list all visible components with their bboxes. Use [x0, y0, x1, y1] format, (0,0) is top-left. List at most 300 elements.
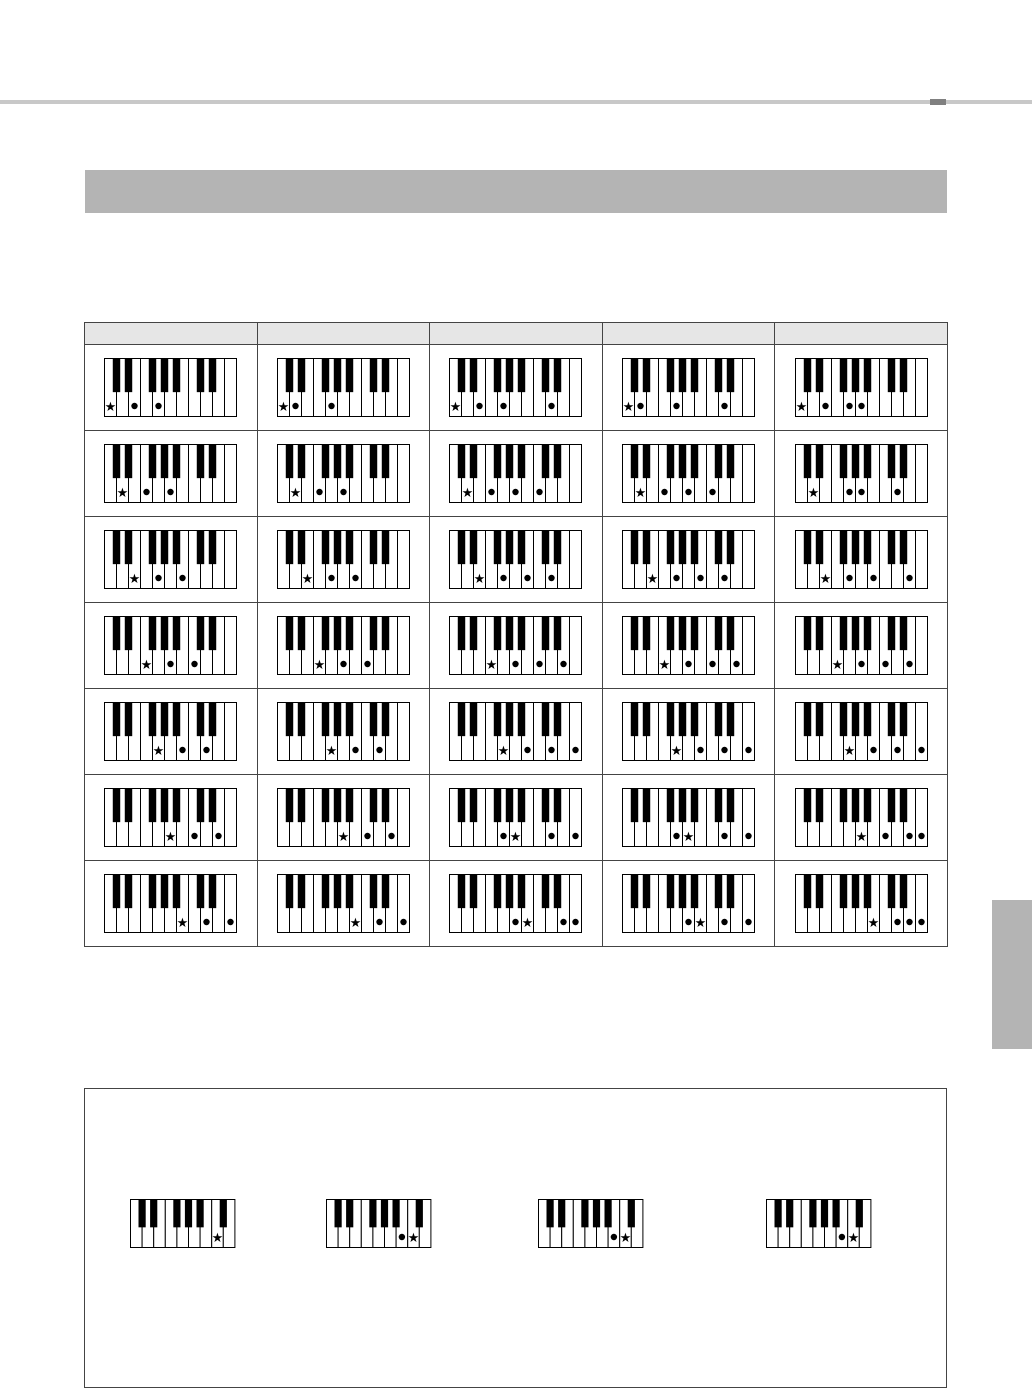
black-key — [667, 789, 674, 823]
root-note-star-icon: ★ — [831, 658, 843, 673]
black-key — [334, 359, 341, 393]
black-key — [173, 359, 180, 393]
chord-cell — [257, 517, 430, 603]
black-key — [125, 359, 132, 393]
black-key — [815, 359, 822, 393]
column-header — [85, 323, 258, 345]
black-key — [494, 789, 501, 823]
table-row — [85, 603, 948, 689]
chord-note-dot-icon — [882, 833, 888, 839]
black-key — [322, 531, 329, 565]
chord-note-dot-icon — [611, 1234, 617, 1240]
chord-cell — [602, 689, 775, 775]
root-note-star-icon: ★ — [619, 1231, 632, 1246]
keyboard-diagram — [104, 530, 237, 589]
black-key — [458, 445, 465, 479]
black-key — [506, 875, 513, 909]
black-key — [667, 531, 674, 565]
column-header — [257, 323, 430, 345]
black-key — [715, 445, 722, 479]
black-key — [691, 703, 698, 737]
keyboard-diagram — [277, 530, 410, 589]
chord-cell — [430, 689, 603, 775]
black-key — [197, 359, 204, 393]
black-key — [370, 617, 377, 651]
section-header-band — [85, 170, 947, 213]
black-key — [197, 1200, 204, 1228]
black-key — [286, 445, 293, 479]
black-key — [494, 531, 501, 565]
chord-note-dot-icon — [573, 919, 579, 925]
keyboard-diagram — [130, 1199, 235, 1248]
root-note-star-icon: ★ — [522, 916, 534, 931]
white-key — [570, 617, 582, 675]
black-key — [286, 531, 293, 565]
black-key — [506, 445, 513, 479]
black-key — [113, 703, 120, 737]
chord-note-dot-icon — [822, 403, 828, 409]
black-key — [161, 875, 168, 909]
black-key — [335, 1200, 342, 1228]
top-rule-marker — [930, 99, 946, 105]
white-key — [570, 359, 582, 417]
chord-note-dot-icon — [918, 747, 924, 753]
black-key — [125, 875, 132, 909]
black-key — [197, 875, 204, 909]
chord-note-dot-icon — [156, 575, 162, 581]
chord-note-dot-icon — [561, 661, 567, 667]
black-key — [370, 789, 377, 823]
black-key — [197, 445, 204, 479]
black-key — [298, 617, 305, 651]
black-key — [322, 445, 329, 479]
keyboard-diagram — [622, 444, 755, 503]
keyboard-diagram — [104, 444, 237, 503]
black-key — [715, 875, 722, 909]
black-key — [631, 617, 638, 651]
white-key — [743, 445, 755, 503]
root-note-star-icon: ★ — [510, 830, 522, 845]
black-key — [209, 531, 216, 565]
chord-note-dot-icon — [709, 661, 715, 667]
black-key — [643, 617, 650, 651]
chord-note-dot-icon — [918, 833, 924, 839]
black-key — [298, 789, 305, 823]
black-key — [727, 789, 734, 823]
black-key — [581, 1200, 588, 1228]
black-key — [691, 789, 698, 823]
black-key — [863, 617, 870, 651]
black-key — [125, 531, 132, 565]
root-note-star-icon: ★ — [176, 916, 189, 931]
chord-note-dot-icon — [204, 747, 210, 753]
chord-cell — [775, 689, 948, 775]
black-key — [554, 875, 561, 909]
black-key — [863, 359, 870, 393]
black-key — [863, 445, 870, 479]
black-key — [149, 875, 156, 909]
chord-note-dot-icon — [513, 661, 519, 667]
chord-note-dot-icon — [549, 403, 555, 409]
root-note-star-icon: ★ — [486, 658, 498, 673]
black-key — [197, 703, 204, 737]
chord-note-dot-icon — [721, 919, 727, 925]
table-row — [85, 345, 948, 431]
chord-note-dot-icon — [549, 575, 555, 581]
black-key — [346, 789, 353, 823]
black-key — [851, 617, 858, 651]
black-key — [667, 703, 674, 737]
black-key — [542, 359, 549, 393]
root-note-star-icon: ★ — [819, 572, 831, 587]
black-key — [346, 531, 353, 565]
black-key — [542, 703, 549, 737]
black-key — [643, 531, 650, 565]
black-key — [803, 703, 810, 737]
black-key — [643, 789, 650, 823]
keyboard-diagram — [449, 616, 582, 675]
black-key — [220, 1200, 227, 1228]
black-key — [149, 359, 156, 393]
chord-note-dot-icon — [721, 833, 727, 839]
root-note-star-icon: ★ — [277, 400, 290, 415]
black-key — [643, 359, 650, 393]
black-key — [679, 359, 686, 393]
chord-note-dot-icon — [637, 403, 643, 409]
black-key — [346, 1200, 353, 1228]
black-key — [209, 617, 216, 651]
chord-cell — [85, 431, 258, 517]
black-key — [197, 617, 204, 651]
black-key — [715, 531, 722, 565]
black-key — [209, 445, 216, 479]
black-key — [506, 617, 513, 651]
root-note-star-icon: ★ — [325, 744, 338, 759]
black-key — [727, 359, 734, 393]
black-key — [149, 531, 156, 565]
chord-note-dot-icon — [685, 489, 691, 495]
black-key — [470, 875, 477, 909]
black-key — [209, 875, 216, 909]
black-key — [605, 1200, 612, 1228]
chord-note-dot-icon — [180, 747, 186, 753]
black-key — [458, 617, 465, 651]
black-key — [161, 359, 168, 393]
black-key — [542, 617, 549, 651]
white-key — [225, 531, 237, 589]
keyboard-diagram — [622, 358, 755, 417]
chord-note-dot-icon — [839, 1234, 845, 1240]
black-key — [393, 1200, 400, 1228]
keyboard-diagram — [449, 444, 582, 503]
chord-cell — [775, 431, 948, 517]
black-key — [334, 789, 341, 823]
black-key — [691, 617, 698, 651]
chord-cell — [257, 775, 430, 861]
chord-note-dot-icon — [573, 833, 579, 839]
chord-note-dot-icon — [846, 575, 852, 581]
black-key — [161, 789, 168, 823]
chord-cell — [775, 345, 948, 431]
chord-note-dot-icon — [340, 661, 346, 667]
black-key — [298, 445, 305, 479]
white-key — [397, 703, 409, 761]
black-key — [370, 703, 377, 737]
black-key — [815, 531, 822, 565]
keyboard-diagram — [277, 358, 410, 417]
chord-note-dot-icon — [192, 661, 198, 667]
white-key — [570, 445, 582, 503]
chord-note-dot-icon — [525, 575, 531, 581]
black-key — [458, 789, 465, 823]
black-key — [416, 1200, 423, 1228]
chord-note-dot-icon — [846, 403, 852, 409]
chord-note-dot-icon — [228, 919, 234, 925]
white-key — [570, 531, 582, 589]
chord-note-dot-icon — [501, 403, 507, 409]
black-key — [161, 445, 168, 479]
black-key — [518, 703, 525, 737]
example-keyboard — [538, 1199, 643, 1248]
root-note-star-icon: ★ — [104, 400, 117, 415]
black-key — [643, 445, 650, 479]
black-key — [458, 875, 465, 909]
keyboard-diagram — [622, 616, 755, 675]
black-key — [346, 617, 353, 651]
chord-cell — [85, 345, 258, 431]
chord-note-dot-icon — [858, 403, 864, 409]
chord-fingering-table — [84, 322, 948, 947]
root-note-star-icon: ★ — [407, 1231, 420, 1246]
black-key — [593, 1200, 600, 1228]
black-key — [370, 531, 377, 565]
chord-cell — [602, 861, 775, 947]
black-key — [839, 617, 846, 651]
chord-note-dot-icon — [870, 747, 876, 753]
black-key — [554, 789, 561, 823]
chord-note-dot-icon — [340, 489, 346, 495]
black-key — [494, 875, 501, 909]
chord-cell — [85, 775, 258, 861]
black-key — [803, 789, 810, 823]
keyboard-diagram — [795, 358, 928, 417]
chord-note-dot-icon — [156, 403, 162, 409]
chord-note-dot-icon — [906, 833, 912, 839]
white-key — [225, 359, 237, 417]
keyboard-diagram — [795, 874, 928, 933]
black-key — [899, 617, 906, 651]
black-key — [161, 703, 168, 737]
black-key — [727, 531, 734, 565]
chord-cell — [430, 517, 603, 603]
root-note-star-icon: ★ — [152, 744, 165, 759]
black-key — [381, 1200, 388, 1228]
black-key — [113, 617, 120, 651]
black-key — [286, 875, 293, 909]
black-key — [851, 531, 858, 565]
keyboard-diagram — [449, 788, 582, 847]
chord-note-dot-icon — [573, 747, 579, 753]
black-key — [334, 531, 341, 565]
black-key — [346, 445, 353, 479]
keyboard-diagram — [277, 788, 410, 847]
chord-note-dot-icon — [745, 833, 751, 839]
root-note-star-icon: ★ — [128, 572, 141, 587]
table-row — [85, 775, 948, 861]
black-key — [815, 703, 822, 737]
black-key — [851, 875, 858, 909]
black-key — [494, 445, 501, 479]
root-note-star-icon: ★ — [301, 572, 314, 587]
chord-cell — [257, 603, 430, 689]
white-key — [743, 359, 755, 417]
column-header — [602, 323, 775, 345]
chord-note-dot-icon — [477, 403, 483, 409]
keyboard-diagram — [795, 616, 928, 675]
chord-note-dot-icon — [661, 489, 667, 495]
black-key — [667, 445, 674, 479]
white-key — [397, 445, 409, 503]
black-key — [554, 617, 561, 651]
chord-note-dot-icon — [132, 403, 138, 409]
black-key — [470, 531, 477, 565]
black-key — [899, 359, 906, 393]
black-key — [863, 703, 870, 737]
black-key — [803, 531, 810, 565]
black-key — [547, 1200, 554, 1228]
black-key — [839, 789, 846, 823]
white-key — [915, 617, 927, 675]
white-key — [397, 359, 409, 417]
chord-note-dot-icon — [352, 575, 358, 581]
black-key — [887, 359, 894, 393]
chord-cell — [430, 603, 603, 689]
black-key — [631, 359, 638, 393]
black-key — [470, 789, 477, 823]
black-key — [851, 789, 858, 823]
black-key — [887, 789, 894, 823]
black-key — [815, 875, 822, 909]
black-key — [715, 703, 722, 737]
black-key — [150, 1200, 157, 1228]
chord-note-dot-icon — [906, 575, 912, 581]
black-key — [863, 789, 870, 823]
black-key — [667, 359, 674, 393]
chord-cell — [775, 603, 948, 689]
chord-note-dot-icon — [292, 403, 298, 409]
chord-note-dot-icon — [894, 489, 900, 495]
black-key — [298, 875, 305, 909]
chord-cell — [85, 603, 258, 689]
root-note-star-icon: ★ — [289, 486, 302, 501]
black-key — [370, 445, 377, 479]
black-key — [470, 617, 477, 651]
table-row — [85, 431, 948, 517]
root-note-star-icon: ★ — [450, 400, 462, 415]
black-key — [554, 359, 561, 393]
root-note-star-icon: ★ — [795, 400, 807, 415]
black-key — [370, 875, 377, 909]
black-key — [851, 445, 858, 479]
black-key — [679, 617, 686, 651]
black-key — [382, 789, 389, 823]
black-key — [628, 1200, 635, 1228]
black-key — [631, 875, 638, 909]
chord-cell — [430, 861, 603, 947]
black-key — [691, 445, 698, 479]
black-key — [727, 617, 734, 651]
chord-note-dot-icon — [376, 747, 382, 753]
black-key — [839, 703, 846, 737]
black-key — [382, 531, 389, 565]
black-key — [161, 531, 168, 565]
black-key — [382, 359, 389, 393]
black-key — [815, 445, 822, 479]
black-key — [322, 359, 329, 393]
chord-note-dot-icon — [745, 747, 751, 753]
black-key — [506, 703, 513, 737]
black-key — [839, 445, 846, 479]
chord-note-dot-icon — [561, 919, 567, 925]
chord-note-dot-icon — [685, 919, 691, 925]
root-note-star-icon: ★ — [116, 486, 129, 501]
black-key — [554, 531, 561, 565]
chord-cell — [430, 431, 603, 517]
root-note-star-icon: ★ — [211, 1231, 224, 1246]
black-key — [679, 875, 686, 909]
black-key — [506, 789, 513, 823]
chord-cell — [602, 603, 775, 689]
black-key — [542, 875, 549, 909]
black-key — [173, 445, 180, 479]
black-key — [470, 445, 477, 479]
chord-note-dot-icon — [168, 489, 174, 495]
black-key — [113, 531, 120, 565]
black-key — [382, 445, 389, 479]
chord-note-dot-icon — [906, 919, 912, 925]
black-key — [286, 703, 293, 737]
table-row — [85, 861, 948, 947]
black-key — [786, 1200, 793, 1228]
chord-note-dot-icon — [549, 833, 555, 839]
keyboard-diagram — [795, 530, 928, 589]
keyboard-diagram — [795, 788, 928, 847]
example-keyboard — [326, 1199, 431, 1248]
black-key — [149, 617, 156, 651]
black-key — [631, 445, 638, 479]
chord-note-dot-icon — [364, 833, 370, 839]
black-key — [803, 617, 810, 651]
black-key — [322, 617, 329, 651]
black-key — [691, 359, 698, 393]
chord-note-dot-icon — [537, 661, 543, 667]
root-note-star-icon: ★ — [807, 486, 819, 501]
chord-note-dot-icon — [328, 403, 334, 409]
keyboard-diagram — [622, 874, 755, 933]
black-key — [382, 703, 389, 737]
root-note-star-icon: ★ — [349, 916, 362, 931]
black-key — [887, 531, 894, 565]
chord-cell — [257, 689, 430, 775]
black-key — [833, 1200, 840, 1228]
root-note-star-icon: ★ — [474, 572, 486, 587]
root-note-star-icon: ★ — [498, 744, 510, 759]
chord-cell — [430, 345, 603, 431]
black-key — [286, 617, 293, 651]
keyboard-diagram — [104, 616, 237, 675]
chord-note-dot-icon — [489, 489, 495, 495]
black-key — [899, 875, 906, 909]
